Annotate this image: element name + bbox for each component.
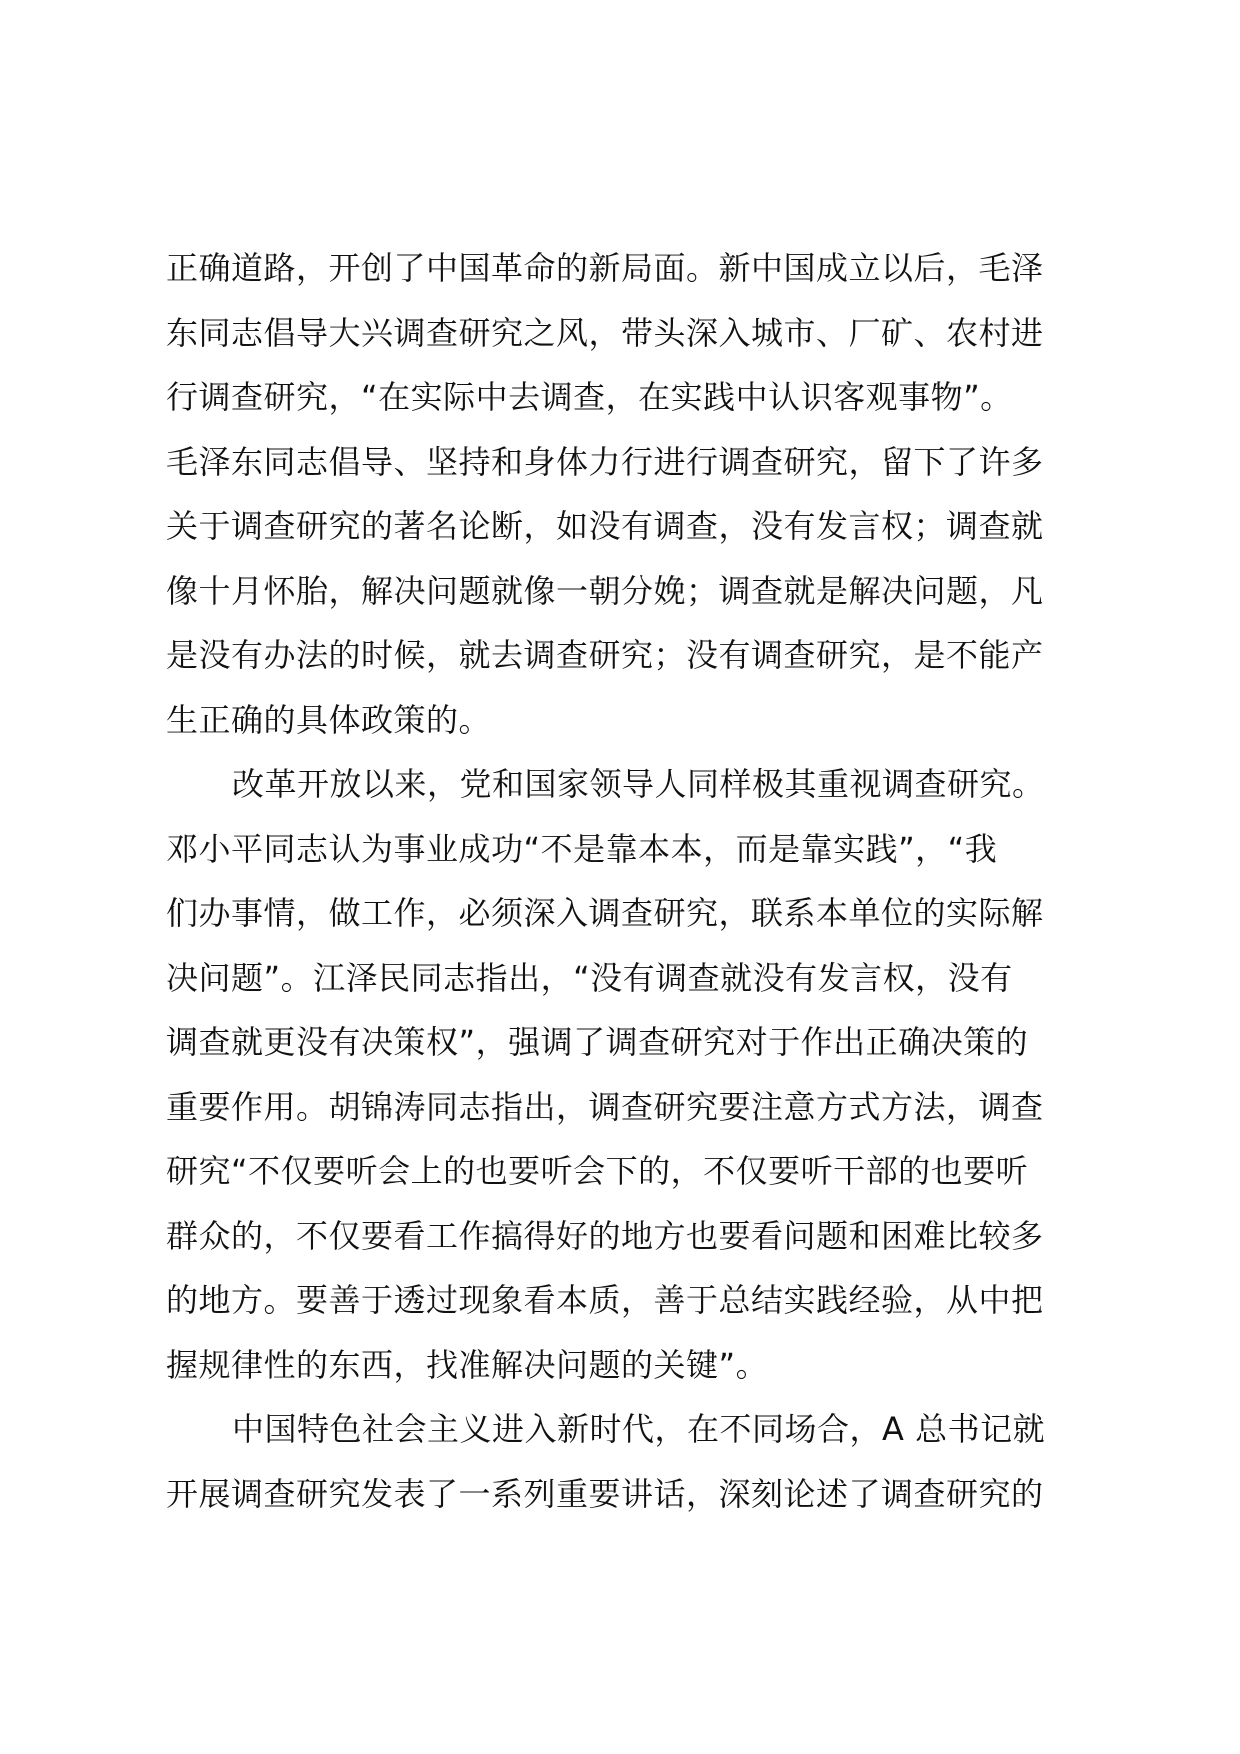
text-line: 重要作用。胡锦涛同志指出，调查研究要注意方式方法，调查 [166, 1087, 1044, 1126]
body-text [166, 236, 1096, 1526]
text-line: 毛泽东同志倡导、坚持和身体力行进行调查研究，留下了许多 [166, 442, 1044, 481]
text-line: 关于调查研究的著名论断，如没有调查，没有发言权；调查就 [166, 507, 1044, 545]
text-line: 握规律性的东西，找准解决问题的关键”。 [166, 1345, 769, 1384]
text-line: 研究“不仅要听会上的也要听会下的，不仅要听干部的也要听 [166, 1152, 1029, 1190]
text-line: 像十月怀胎，解决问题就像一朝分娩；调查就是解决问题，凡 [166, 571, 1044, 610]
text-line: 生正确的具体政策的。 [166, 700, 492, 739]
text-line: 邓小平同志认为事业成功“不是靠本本，而是靠实践”，“我 [166, 829, 998, 868]
text-line: 调查就更没有决策权”，强调了调查研究对于作出正确决策的 [166, 1023, 1029, 1061]
text-line: 的地方。要善于透过现象看本质，善于总结实践经验，从中把 [166, 1281, 1044, 1319]
text-line: 群众的，不仅要看工作搞得好的地方也要看问题和困难比较多 [166, 1216, 1044, 1255]
text-line: 决问题”。江泽民同志指出，“没有调查就没有发言权，没有 [166, 958, 1013, 997]
text-line: 正确道路，开创了中国革命的新局面。新中国成立以后，毛泽 [166, 249, 1044, 287]
text-line: 东同志倡导大兴调查研究之风，带头深入城市、厂矿、农村进 [166, 313, 1044, 352]
text-line: 开展调查研究发表了一系列重要讲话，深刻论述了调查研究的 [166, 1474, 1044, 1513]
paragraph-start-line: 中国特色社会主义进入新时代，在不同场合，A 总书记就 [232, 1410, 1046, 1448]
paragraph-start-line: 改革开放以来，党和国家领导人同样极其重视调查研究。 [232, 765, 1045, 803]
text-line: 们办事情，做工作，必须深入调查研究，联系本单位的实际解 [166, 894, 1044, 932]
text-line: 行调查研究，“在实际中去调查，在实践中认识客观事物”。 [166, 378, 1013, 416]
text-line: 是没有办法的时候，就去调查研究；没有调查研究，是不能产 [166, 636, 1044, 674]
